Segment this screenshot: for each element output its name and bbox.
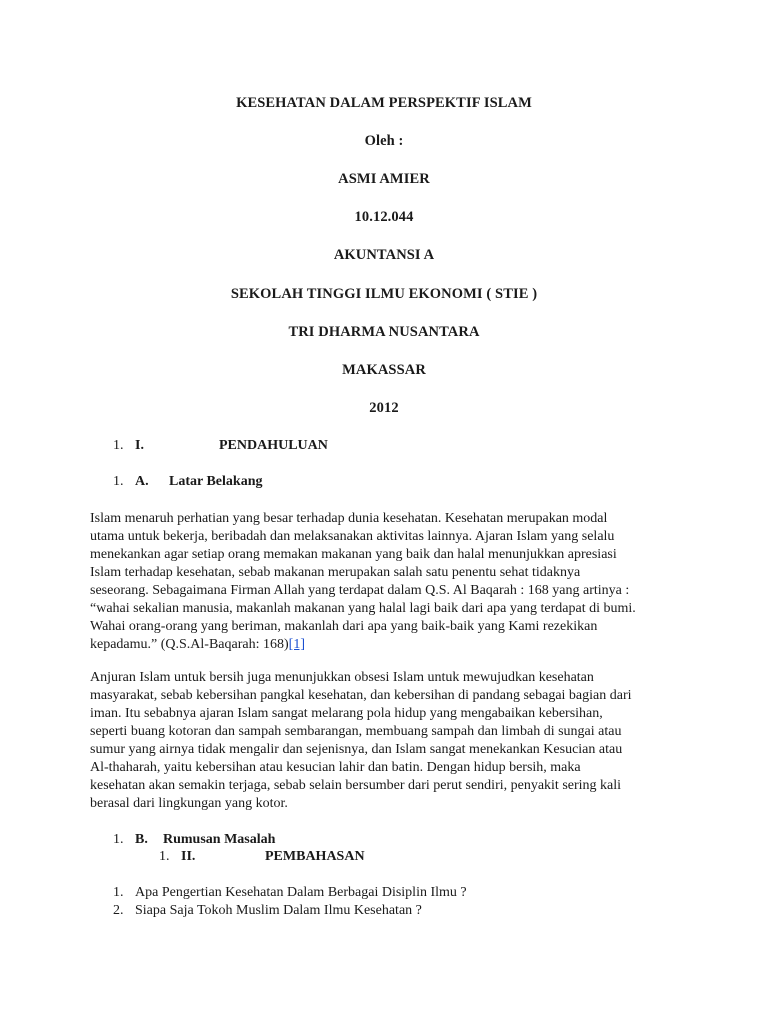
section-heading-rumusan-masalah: [113, 832, 275, 848]
paragraph-line: seperti buang kotoran dan sampah sembarangan, membuang sampah dan limbah di sungai atau: [90, 724, 622, 739]
list-item-text: Siapa Saja Tokoh Muslim Dalam Ilmu Kesehatan ?: [135, 903, 422, 918]
class-name: AKUNTANSI A: [333, 247, 435, 263]
author-name: ASMI AMIER: [338, 171, 430, 187]
paragraph-line: masyarakat, sebab kebersihan pangkal kesehatan, dan kebersihan di pandang sebagai bagian dari: [90, 688, 632, 703]
chapter-heading-pembahasan: [159, 849, 365, 865]
chapter-title: PENDAHULUAN: [219, 438, 328, 453]
list-number: 1.: [113, 438, 124, 453]
paragraph-line: Islam terhadap kesehatan, sebab makanan merupakan salah satu penentu sehat tidaknya: [90, 565, 581, 580]
institution-line-1: SEKOLAH TINGGI ILMU EKONOMI ( STIE ): [230, 286, 538, 302]
chapter-heading-pendahuluan: [113, 438, 328, 454]
paragraph-line-last: [90, 636, 690, 654]
paragraph-line: menekankan agar setiap orang memakan makanan yang baik dan halal menunjukkan apresiasi: [90, 547, 617, 562]
list-number: 1.: [113, 832, 124, 847]
chapter-roman: II.: [181, 849, 196, 864]
paragraph-line: kesehatan akan semakin terjaga, sebab selain bersumber dari perut sendiri, penyakit sering kali: [90, 778, 622, 793]
paragraph-line: berasal dari lingkungan yang kotor.: [90, 796, 288, 811]
list-item: [113, 885, 467, 901]
paragraph-line: “wahai sekalian manusia, makanlah makanan yang halal lagi baik dari apa yang terdapat di bumi.: [90, 601, 636, 616]
footnote-link[interactable]: [1]: [288, 637, 305, 652]
section-title: Rumusan Masalah: [163, 832, 276, 847]
paragraph-line: Anjuran Islam untuk bersih juga menunjukkan obsesi Islam untuk mewujudkan kesehatan: [90, 670, 594, 685]
section-heading-latar-belakang: [113, 474, 262, 490]
paragraph-line: Islam menaruh perhatian yang besar terhadap dunia kesehatan. Kesehatan merupakan modal: [90, 511, 608, 526]
paragraph-line: seseorang. Sebagaimana Firman Allah yang terdapat dalam Q.S. Al Baqarah : 168 yang artinya :: [90, 583, 630, 598]
by-label: Oleh :: [364, 133, 404, 149]
paragraph-line: Wahai orang-orang yang beriman, makanlah dari apa yang baik-baik yang Kami rezekikan: [90, 619, 598, 634]
list-number: 1.: [113, 885, 124, 900]
chapter-title: PEMBAHASAN: [265, 849, 365, 864]
document-title: KESEHATAN DALAM PERSPEKTIF ISLAM: [236, 95, 532, 111]
quote-citation: kepadamu.” (Q.S.Al-Baqarah: 168): [90, 637, 289, 652]
list-number: 2.: [113, 903, 124, 918]
paragraph-latar-belakang-1: [90, 510, 690, 654]
paragraph-latar-belakang-2: [90, 669, 690, 813]
list-item: [113, 903, 422, 919]
city: MAKASSAR: [342, 362, 426, 378]
paragraph-line: utama untuk bekerja, beribadah dan melaksanakan aktivitas lainnya. Ajaran Islam yang selalu: [90, 529, 615, 544]
list-item-text: Apa Pengertian Kesehatan Dalam Berbagai Disiplin Ilmu ?: [135, 885, 467, 900]
paragraph-line: Al-thaharah, yaitu kebersihan atau kesucian lahir dan batin. Dengan hidup bersih, maka: [90, 760, 581, 775]
section-letter: A.: [135, 474, 149, 489]
list-number: 1.: [113, 474, 124, 489]
list-number: 1.: [159, 849, 170, 864]
student-id: 10.12.044: [354, 209, 414, 225]
section-letter: B.: [135, 832, 148, 847]
chapter-roman: I.: [135, 438, 144, 453]
paragraph-line: iman. Itu sebabnya ajaran Islam sangat melarang pola hidup yang mengabaikan kebersihan,: [90, 706, 603, 721]
section-title: Latar Belakang: [169, 474, 263, 489]
year: 2012: [369, 400, 399, 416]
paragraph-line: sumur yang airnya tidak mengalir dan sejenisnya, dan Islam sangat menekankan Kesucian atau: [90, 742, 623, 757]
institution-line-2: TRI DHARMA NUSANTARA: [288, 324, 480, 340]
